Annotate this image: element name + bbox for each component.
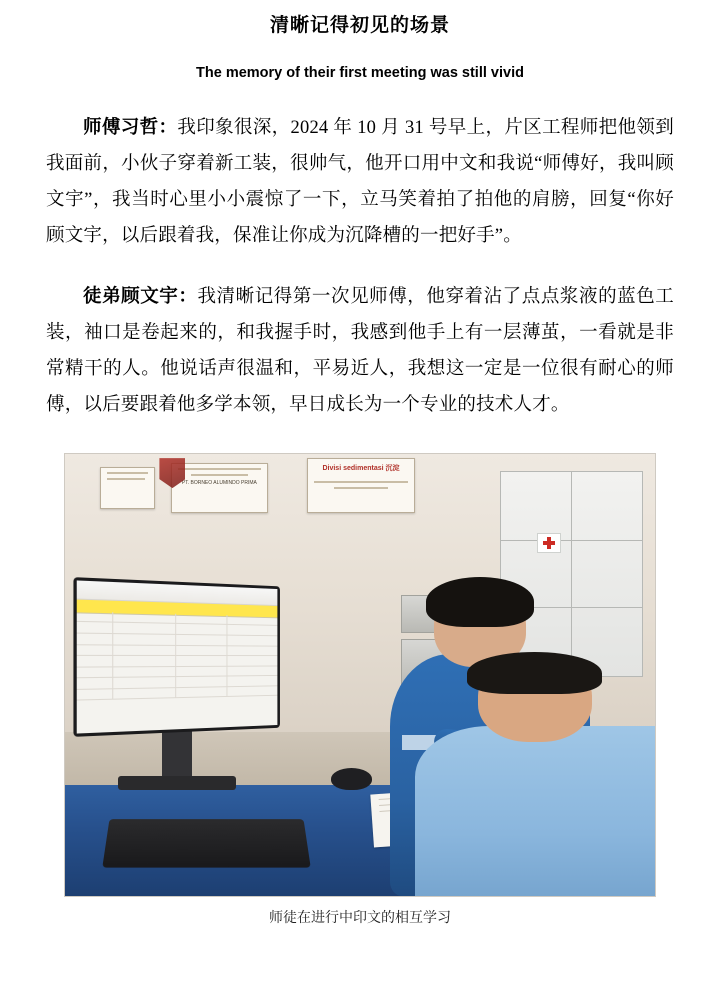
- certificate-right-text: Divisi sedimentasi 沉淀: [322, 465, 400, 473]
- photo-image: [64, 453, 656, 897]
- paragraph-text-apprentice: 我清晰记得第一次见师傅，他穿着沾了点点浆液的蓝色工装，袖口是卷起来的，和我握手时，我感到他手上有一层薄茧，一看就是非常精干的人。他说话声很温和，平易近人，我想这一定是一位很有耐心的师傅，以后要跟着他多学本领，早日成长为一个专业的技术人才。: [46, 286, 674, 415]
- paragraph-apprentice: [46, 279, 674, 423]
- figure-caption: 师徒在进行中印文的相互学习: [269, 910, 451, 926]
- speaker-label-master: 师傅习哲：: [83, 118, 178, 139]
- spreadsheet-screen: [77, 580, 278, 733]
- computer-monitor: [73, 577, 280, 737]
- certificate-right: [307, 458, 415, 513]
- paragraph-text-master: 我印象很深，2024 年 10 月 31 号早上，片区工程师把他领到我面前，小伙子穿着新工装，很帅气，他开口用中文和我说“师傅好，我叫顾文宇”，我当时心里小小震惊了一下，立马笑着拍了拍他的肩膀，回复“你好顾文宇，以后跟着我，保准让你成为沉降槽的一把好手”。: [46, 118, 674, 247]
- speaker-label-apprentice: 徒弟顾文宇：: [83, 286, 198, 307]
- certificate-left-text: PT. BORNEO ALUMINDO PRIMA: [181, 479, 257, 486]
- mouse: [331, 768, 372, 790]
- page-title-cn: 清晰记得初见的场景: [269, 15, 450, 36]
- keyboard: [103, 819, 311, 868]
- figure: [46, 453, 674, 927]
- page-title-en: The memory of their first meeting was still vivid: [196, 64, 524, 81]
- person-master: [431, 657, 656, 897]
- certificate-far-left: [100, 467, 155, 509]
- first-aid-kit-icon: [537, 533, 561, 553]
- monitor-stand: [118, 776, 236, 789]
- certificate-left: [171, 463, 267, 514]
- paragraph-master: [46, 110, 674, 254]
